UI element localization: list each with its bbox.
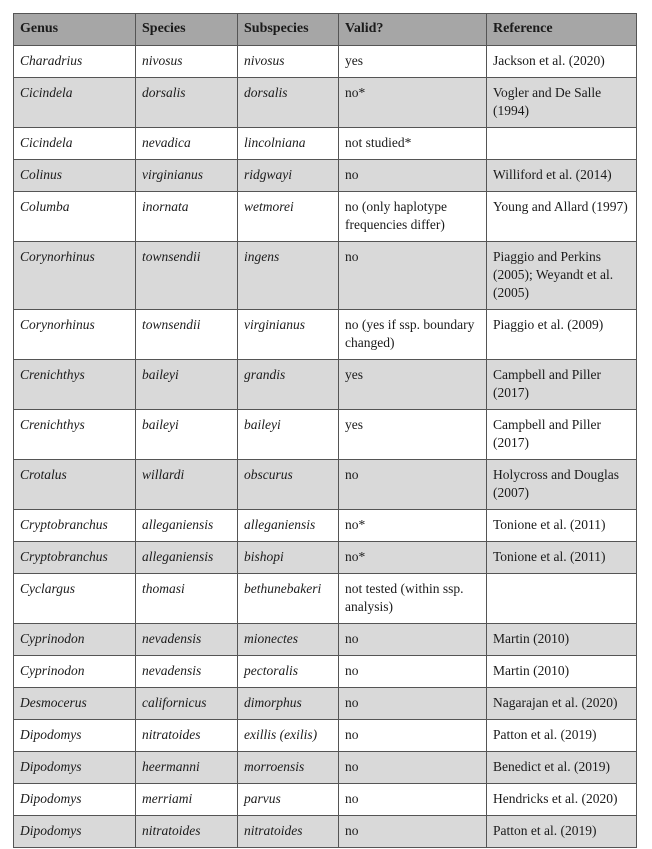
cell-valid: yes (339, 360, 487, 410)
cell-valid: no (339, 656, 487, 688)
cell-genus: Corynorhinus (14, 242, 136, 310)
cell-species: alleganiensis (136, 542, 238, 574)
table-row (14, 78, 637, 128)
cell-genus: Colinus (14, 160, 136, 192)
cell-reference: Patton et al. (2019) (487, 816, 637, 848)
cell-valid: yes (339, 46, 487, 78)
cell-subspecies: ingens (238, 242, 339, 310)
cell-reference: Tonione et al. (2011) (487, 510, 637, 542)
cell-valid: no (yes if ssp. boundary changed) (339, 310, 487, 360)
header-reference: Reference (487, 14, 637, 46)
table-row (14, 720, 637, 752)
table-row (14, 656, 637, 688)
cell-species: nivosus (136, 46, 238, 78)
cell-genus: Dipodomys (14, 784, 136, 816)
cell-species: inornata (136, 192, 238, 242)
cell-genus: Columba (14, 192, 136, 242)
cell-species: heermanni (136, 752, 238, 784)
header-valid: Valid? (339, 14, 487, 46)
cell-subspecies: dorsalis (238, 78, 339, 128)
cell-subspecies: exillis (exilis) (238, 720, 339, 752)
cell-species: baileyi (136, 360, 238, 410)
cell-subspecies: morroensis (238, 752, 339, 784)
table-row (14, 816, 637, 848)
cell-subspecies: lincolniana (238, 128, 339, 160)
cell-species: nitratoides (136, 720, 238, 752)
cell-genus: Dipodomys (14, 816, 136, 848)
cell-subspecies: nitratoides (238, 816, 339, 848)
cell-species: nevadensis (136, 624, 238, 656)
table-row (14, 752, 637, 784)
cell-subspecies: alleganiensis (238, 510, 339, 542)
cell-reference: Piaggio and Perkins (2005); Weyandt et al. (2005) (487, 242, 637, 310)
cell-subspecies: bishopi (238, 542, 339, 574)
cell-valid: no (339, 720, 487, 752)
header-genus: Genus (14, 14, 136, 46)
cell-genus: Cicindela (14, 128, 136, 160)
cell-genus: Cyprinodon (14, 656, 136, 688)
cell-genus: Crenichthys (14, 360, 136, 410)
header-species: Species (136, 14, 238, 46)
cell-valid: no (339, 460, 487, 510)
cell-valid: no (339, 816, 487, 848)
cell-valid: no* (339, 542, 487, 574)
cell-genus: Charadrius (14, 46, 136, 78)
cell-valid: no (339, 242, 487, 310)
cell-species: thomasi (136, 574, 238, 624)
cell-reference: Tonione et al. (2011) (487, 542, 637, 574)
table-row (14, 360, 637, 410)
cell-species: alleganiensis (136, 510, 238, 542)
cell-species: townsendii (136, 242, 238, 310)
cell-reference: Martin (2010) (487, 624, 637, 656)
table-header-row (14, 14, 637, 46)
cell-genus: Dipodomys (14, 720, 136, 752)
cell-reference: Hendricks et al. (2020) (487, 784, 637, 816)
table-row (14, 510, 637, 542)
cell-valid: yes (339, 410, 487, 460)
table-row (14, 46, 637, 78)
table-row (14, 542, 637, 574)
cell-genus: Desmocerus (14, 688, 136, 720)
cell-reference: Benedict et al. (2019) (487, 752, 637, 784)
cell-subspecies: pectoralis (238, 656, 339, 688)
cell-reference: Patton et al. (2019) (487, 720, 637, 752)
cell-genus: Crotalus (14, 460, 136, 510)
cell-genus: Cryptobranchus (14, 542, 136, 574)
cell-genus: Cyclargus (14, 574, 136, 624)
cell-species: townsendii (136, 310, 238, 360)
cell-subspecies: bethunebakeri (238, 574, 339, 624)
cell-subspecies: obscurus (238, 460, 339, 510)
cell-species: californicus (136, 688, 238, 720)
cell-reference: Piaggio et al. (2009) (487, 310, 637, 360)
cell-species: virginianus (136, 160, 238, 192)
cell-subspecies: baileyi (238, 410, 339, 460)
table-row (14, 624, 637, 656)
cell-valid: no (339, 752, 487, 784)
cell-valid: no (339, 784, 487, 816)
cell-reference (487, 574, 637, 624)
cell-valid: no (339, 688, 487, 720)
cell-genus: Cryptobranchus (14, 510, 136, 542)
cell-subspecies: dimorphus (238, 688, 339, 720)
table-row (14, 192, 637, 242)
subspecies-validity-table (13, 13, 637, 848)
cell-valid: no (339, 624, 487, 656)
cell-valid: no (only haplotype frequencies differ) (339, 192, 487, 242)
table-row (14, 784, 637, 816)
cell-genus: Dipodomys (14, 752, 136, 784)
table-row (14, 242, 637, 310)
cell-species: merriami (136, 784, 238, 816)
cell-subspecies: parvus (238, 784, 339, 816)
cell-subspecies: wetmorei (238, 192, 339, 242)
cell-valid: not tested (within ssp. analysis) (339, 574, 487, 624)
cell-subspecies: virginianus (238, 310, 339, 360)
cell-valid: no* (339, 510, 487, 542)
cell-reference: Williford et al. (2014) (487, 160, 637, 192)
cell-subspecies: mionectes (238, 624, 339, 656)
cell-species: baileyi (136, 410, 238, 460)
cell-reference (487, 128, 637, 160)
cell-valid: not studied* (339, 128, 487, 160)
cell-species: willardi (136, 460, 238, 510)
table-row (14, 460, 637, 510)
cell-species: nevadensis (136, 656, 238, 688)
cell-subspecies: grandis (238, 360, 339, 410)
cell-reference: Campbell and Piller (2017) (487, 410, 637, 460)
table-row (14, 160, 637, 192)
table-row (14, 688, 637, 720)
cell-species: nitratoides (136, 816, 238, 848)
cell-reference: Jackson et al. (2020) (487, 46, 637, 78)
table-row (14, 310, 637, 360)
cell-reference: Holycross and Douglas (2007) (487, 460, 637, 510)
cell-subspecies: nivosus (238, 46, 339, 78)
cell-genus: Cicindela (14, 78, 136, 128)
cell-genus: Corynorhinus (14, 310, 136, 360)
cell-reference: Young and Allard (1997) (487, 192, 637, 242)
cell-reference: Nagarajan et al. (2020) (487, 688, 637, 720)
header-subspecies: Subspecies (238, 14, 339, 46)
table-body (14, 46, 637, 848)
cell-valid: no (339, 160, 487, 192)
cell-reference: Martin (2010) (487, 656, 637, 688)
cell-genus: Cyprinodon (14, 624, 136, 656)
cell-genus: Crenichthys (14, 410, 136, 460)
table-row (14, 128, 637, 160)
cell-subspecies: ridgwayi (238, 160, 339, 192)
table-row (14, 574, 637, 624)
cell-species: dorsalis (136, 78, 238, 128)
cell-species: nevadica (136, 128, 238, 160)
table-row (14, 410, 637, 460)
cell-reference: Campbell and Piller (2017) (487, 360, 637, 410)
cell-valid: no* (339, 78, 487, 128)
cell-reference: Vogler and De Salle (1994) (487, 78, 637, 128)
